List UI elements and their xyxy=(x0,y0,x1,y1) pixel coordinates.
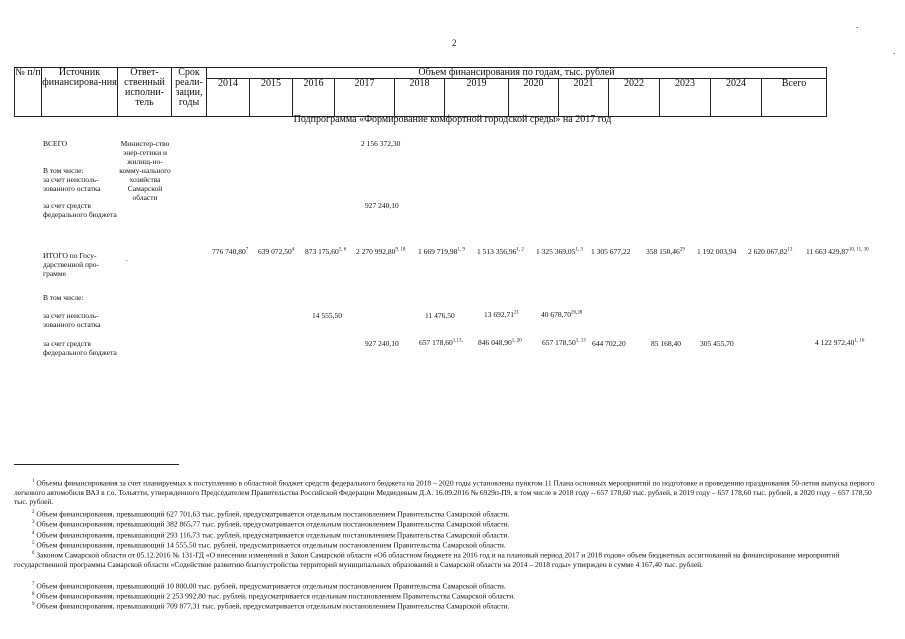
value-number: 2 270 992,80 xyxy=(356,247,396,256)
header-term: Срок реали-зации, годы xyxy=(172,68,207,117)
header-year: 2018 xyxy=(395,79,445,117)
footnote-text: Законом Самарской области от 05.12.2016 № 131-ГД «О внесении изменений в Закон Самарской области «Об областном бюджете на 2016 год и на плановый период 2017 и 2018 годов» объем бюджетных ассигнований на финансирование мероприятий государственной программы Самарской области «Содействие развитию благоустройства территорий муниципальных образований в Самарской области на 2014 – 2018 годы» утвержден в сумме 4 167,40 тыс. рублей. xyxy=(14,550,840,569)
footnote-number: 3 xyxy=(32,520,35,525)
value-number: 776 740,80 xyxy=(212,247,246,256)
footnote-ref: 10, 11, 30 xyxy=(848,247,869,253)
footnote-ref: 26,28 xyxy=(571,310,583,316)
value-cell xyxy=(478,338,522,347)
header-total: Всего xyxy=(762,79,827,117)
value-cell xyxy=(258,247,294,256)
scan-mark: . xyxy=(856,20,859,30)
value-cell: 305 455,70 xyxy=(700,339,734,348)
financing-table-header xyxy=(14,67,827,117)
responsible-executor: Министер-ство энер-гетики и жилищ-но-комму-нального хозяйства Самарской области xyxy=(119,139,171,202)
footnote-ref: 29 xyxy=(679,247,685,253)
footnote-number: 6 xyxy=(32,551,35,556)
footnote-ref: 1, 20 xyxy=(511,338,522,344)
footnote-ref: 1, 2 xyxy=(516,247,524,253)
value-cell: 11 476,50 xyxy=(425,311,455,320)
footnote-text: Объем финансирования, превышающий 10 800,00 тыс. рублей, предусматривается отдельным постановлением Правительства Самарской области. xyxy=(36,581,506,591)
value-number: 1 325 369,05 xyxy=(536,247,576,256)
value-number: 11 663 429,87 xyxy=(806,247,849,256)
value-cell xyxy=(697,247,736,256)
value-number: 1 192 003,94 xyxy=(697,247,737,256)
value-cell xyxy=(748,247,792,256)
value-cell xyxy=(646,247,685,256)
value-number: 846 048,90 xyxy=(478,338,512,347)
value-number: 657 178,60 xyxy=(419,338,453,347)
header-year: 2014 xyxy=(207,79,250,117)
footnote-ref: 5, 6 xyxy=(338,247,347,253)
header-num: № п/п xyxy=(15,68,42,117)
value-cell xyxy=(356,247,405,256)
footnote-text: Объем финансирования, превышающий 627 701,63 тыс. рублей, предусматривается отдельным постановлением Правительства Самарской области. xyxy=(36,509,510,519)
value-number: 40 678,70 xyxy=(541,310,571,319)
value-cell xyxy=(806,247,869,256)
value-number: 1 669 719,98 xyxy=(418,247,458,256)
footnote xyxy=(14,549,884,569)
footnote-number: 1 xyxy=(32,479,35,484)
value-number: 1 513 356,96 xyxy=(477,247,517,256)
footnote xyxy=(14,529,884,540)
footnote-text: Объем финансирования, превышающий 14 555,50 тыс. рублей, предусматривается отдельным постановлением Правительства Самарской области. xyxy=(36,540,506,550)
footnote-number: 4 xyxy=(32,531,35,536)
value-cell xyxy=(536,247,583,256)
footnote-number: 9 xyxy=(32,602,35,607)
footnote-text: Объемы финансирования за счет планируемых к поступлению в областной бюджет средств федерального бюджета на 2018 – 2020 годы установлены пунктом 11 Плана основных мероприятий по подготовке и проведению празднования 50-летия выпуска первого легкового автомобиля ВАЗ в г.о. Тольятти, утвержденного Председателем Правительства Российской Федерации Медведевым Д.А. 16.09.2016 № 6929п-П9, в том числе в 2018 году – 657 178,60 тыс. рублей, в 2019 году – 657 178,60 тыс. рублей, в 2020 году – 657 178,50 тыс. рублей. xyxy=(14,478,875,506)
header-responsible: Ответ-ственный исполни-тель xyxy=(118,68,172,117)
value-cell xyxy=(541,310,582,319)
footnote xyxy=(14,600,884,611)
header-volume: Объем финансирования по годам, тыс. рублей xyxy=(207,68,827,79)
value-cell: 927 240,10 xyxy=(365,201,399,210)
footnote xyxy=(14,580,884,591)
footnote-number: 7 xyxy=(32,582,35,587)
footnote-separator xyxy=(14,464,179,465)
footnote xyxy=(14,508,884,519)
value-cell: 644 702,20 xyxy=(592,339,626,348)
value-cell xyxy=(542,338,586,347)
dash-mark: . xyxy=(126,254,128,263)
header-year: 2021 xyxy=(559,79,609,117)
footnote-text: Объем финансирования, превышающий 2 253 992,80 тыс. рублей, предусматривается отдельным постановлением Правительства Самарской области. xyxy=(36,591,516,601)
value-number: 1 305 677,22 xyxy=(591,247,631,256)
value-cell: 2 156 372,30 xyxy=(361,139,401,148)
footnote-text: Объем финансирования, превышающий 382 865,77 тыс. рублей, предусматривается отдельным постановлением Правительства Самарской области. xyxy=(36,519,510,529)
footnote-ref: 4 xyxy=(291,247,295,253)
value-number: 358 150,46 xyxy=(646,247,680,256)
header-year: 2023 xyxy=(660,79,711,117)
row-label-neisp: за счет неисполь-зованного остатка xyxy=(43,311,101,329)
value-cell: 85 168,40 xyxy=(651,339,681,348)
value-cell xyxy=(418,247,465,256)
value-cell xyxy=(484,310,519,319)
footnote-ref: 1, 3 xyxy=(575,247,583,253)
value-cell xyxy=(591,247,630,256)
value-number: 873 175,60 xyxy=(305,247,339,256)
header-year: 2015 xyxy=(250,79,293,117)
footnote-ref: 9, 18 xyxy=(395,247,406,253)
footnote-ref: 7 xyxy=(245,247,249,253)
value-cell: 927 240,10 xyxy=(365,339,399,348)
value-number: 639 072,50 xyxy=(258,247,292,256)
footnote xyxy=(14,518,884,529)
header-year: 2020 xyxy=(509,79,559,117)
subprogram-title: Подпрограмма «Формирование комфортной городской среды» на 2017 год xyxy=(293,114,612,125)
header-year: 2017 xyxy=(335,79,395,117)
footnote-ref: 21 xyxy=(514,310,519,316)
row-label-fed: за счет средств федерального бюджета xyxy=(43,201,117,219)
row-label-neisp: за счет неисполь-зованного остатка xyxy=(43,175,101,193)
value-cell xyxy=(477,247,524,256)
footnote-number: 8 xyxy=(32,592,35,597)
value-cell xyxy=(419,338,463,347)
row-label-vsego: ВСЕГО xyxy=(43,139,68,148)
footnote-text: Объем финансирования, превышающий 709 877,31 тыс. рублей, предусматривается отдельным постановлением Правительства Самарской области. xyxy=(36,601,510,611)
footnote xyxy=(14,590,884,601)
value-number: 657 178,50 xyxy=(542,338,576,347)
scan-mark: . xyxy=(893,46,896,56)
page-number: 2 xyxy=(452,38,457,48)
row-label-fed: за счет средств федерального бюджета xyxy=(43,339,117,357)
value-cell xyxy=(212,247,248,256)
value-number: 4 122 972,40 xyxy=(815,338,855,347)
header-year: 2024 xyxy=(711,79,762,117)
header-year: 2019 xyxy=(445,79,509,117)
value-cell xyxy=(305,247,346,256)
footnote-ref: 1, 9 xyxy=(457,247,465,253)
value-cell: 14 555,50 xyxy=(312,311,342,320)
footnote xyxy=(14,539,884,550)
row-label-itogo: ИТОГО по Госу-дарственной про-грамме xyxy=(43,251,100,278)
row-label-v-tom-chisle: В том числе: xyxy=(43,166,84,175)
row-label-v-tom-chisle: В том числе: xyxy=(43,293,84,302)
footnote-text: Объем финансирования, превышающий 293 116,73 тыс. рублей, предусматривается отдельным постановлением Правительства Самарской области. xyxy=(36,530,510,540)
footnote-ref: 1,13, xyxy=(452,338,463,344)
header-year: 2022 xyxy=(609,79,660,117)
footnote-number: 2 xyxy=(32,510,35,515)
header-year: 2016 xyxy=(293,79,335,117)
footnote xyxy=(14,477,884,506)
footnote-ref: 1, 16 xyxy=(854,338,865,344)
header-source: Источник финансирова-ния xyxy=(42,68,118,117)
footnote-ref: 1, 13 xyxy=(575,338,586,344)
footnote-ref: 13 xyxy=(787,247,793,253)
value-number: 2 620 067,82 xyxy=(748,247,788,256)
footnote-number: 5 xyxy=(32,541,35,546)
value-cell xyxy=(815,338,864,347)
value-number: 13 692,71 xyxy=(484,310,514,319)
